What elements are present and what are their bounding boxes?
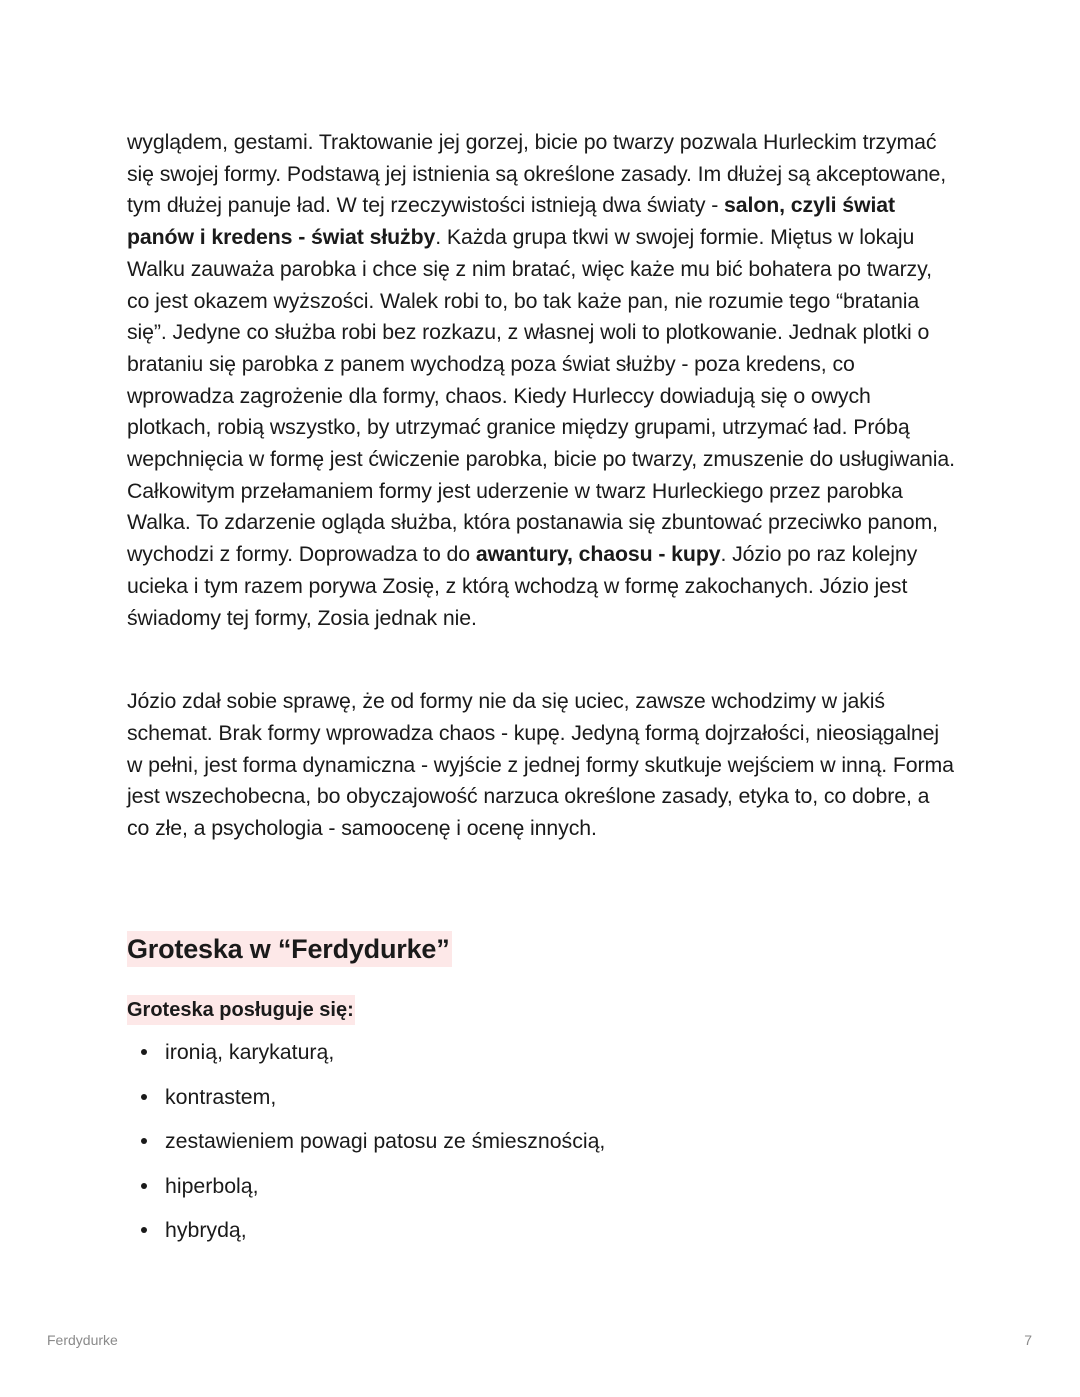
text-segment: wyglądem, gestami. Traktowanie jej gorzej, bicie po twarzy pozwala Hurleckim trzymać się swojej formy. Podstawą jej istnienia są określone zasady. Im dłużej są akceptowane, tym dłużej panuje ład. W tej rzeczywistości istnieją dwa światy - — [127, 130, 947, 218]
list-item-text: hybrydą, — [165, 1218, 247, 1243]
list-item-text: hiperbolą, — [165, 1173, 259, 1198]
bullet-icon — [141, 1138, 147, 1144]
footer-document-title: Ferdydurke — [47, 1332, 118, 1348]
grotesque-devices-list — [127, 1037, 957, 1245]
list-item — [127, 1215, 957, 1245]
bullet-icon — [141, 1049, 147, 1055]
list-item — [127, 1171, 957, 1201]
bullet-icon — [141, 1183, 147, 1189]
text-segment: . Józio po raz kolejny ucieka i tym razem porywa Zosię, z którą wchodzą w formę zakochanych. Józio jest świadomy tej formy, Zosia jednak nie. — [127, 542, 918, 630]
paragraph-form-and-servants — [127, 127, 957, 634]
list-item — [127, 1037, 957, 1067]
list-item — [127, 1082, 957, 1112]
bold-text-segment: awantury, chaosu - kupy — [475, 542, 721, 567]
section-subheading: Groteska posługuje się: — [127, 995, 355, 1025]
list-item-text: ironią, karykaturą, — [165, 1040, 335, 1065]
list-item — [127, 1126, 957, 1156]
section-heading: Groteska w “Ferdydurke” — [127, 931, 452, 967]
bullet-icon — [141, 1227, 147, 1233]
page-content — [127, 127, 957, 1260]
bullet-icon — [141, 1094, 147, 1100]
bold-text-segment: salon, czyli świat panów i kredens - świat służby — [127, 193, 896, 250]
list-item-text: zestawieniem powagi patosu ze śmiesznością, — [165, 1129, 606, 1154]
footer-page-number: 7 — [1024, 1332, 1032, 1348]
text-segment: . Każda grupa tkwi w swojej formie. Miętus w lokaju Walku zauważa parobka i chce się z nim bratać, więc każe mu bić bohatera po twarzy, co jest okazem wyższości. Walek robi to, bo tak każe pan, nie rozumie tego “bratania się”. Jedyne co służba robi bez rozkazu, z własnej woli to plotkowanie. Jednak plotki o brataniu się parobka z panem wychodzą poza świat służby - poza kredens, co wprowadza zagrożenie dla formy, chaos. Kiedy Hurleccy dowiadują się o owych plotkach, robią wszystko, by utrzymać granice między grupami, utrzymać ład. Próbą wepchnięcia w formę jest ćwiczenie parobka, bicie po twarzy, zmuszenie do usługiwania. Całkowitym przełamaniem formy jest uderzenie w twarz Hurleckiego przez parobka Walka. To zdarzenie ogląda służba, która postanawia się zbuntować przeciwko panom, wychodzi z formy. Doprowadza to do — [127, 225, 955, 567]
paragraph-form-conclusion: Józio zdał sobie sprawę, że od formy nie da się uciec, zawsze wchodzimy w jakiś schemat. Brak formy wprowadza chaos - kupę. Jedyną formą dojrzałości, nieosiągalnej w pełni, jest forma dynamiczna - wyjście z jednej formy skutkuje wejściem w inną. Forma jest wszechobecna, bo obyczajowość narzuca określone zasady, etyka to, co dobre, a co złe, a psychologia - samoocenę i ocenę innych. — [127, 689, 954, 841]
list-item-text: kontrastem, — [165, 1084, 277, 1109]
